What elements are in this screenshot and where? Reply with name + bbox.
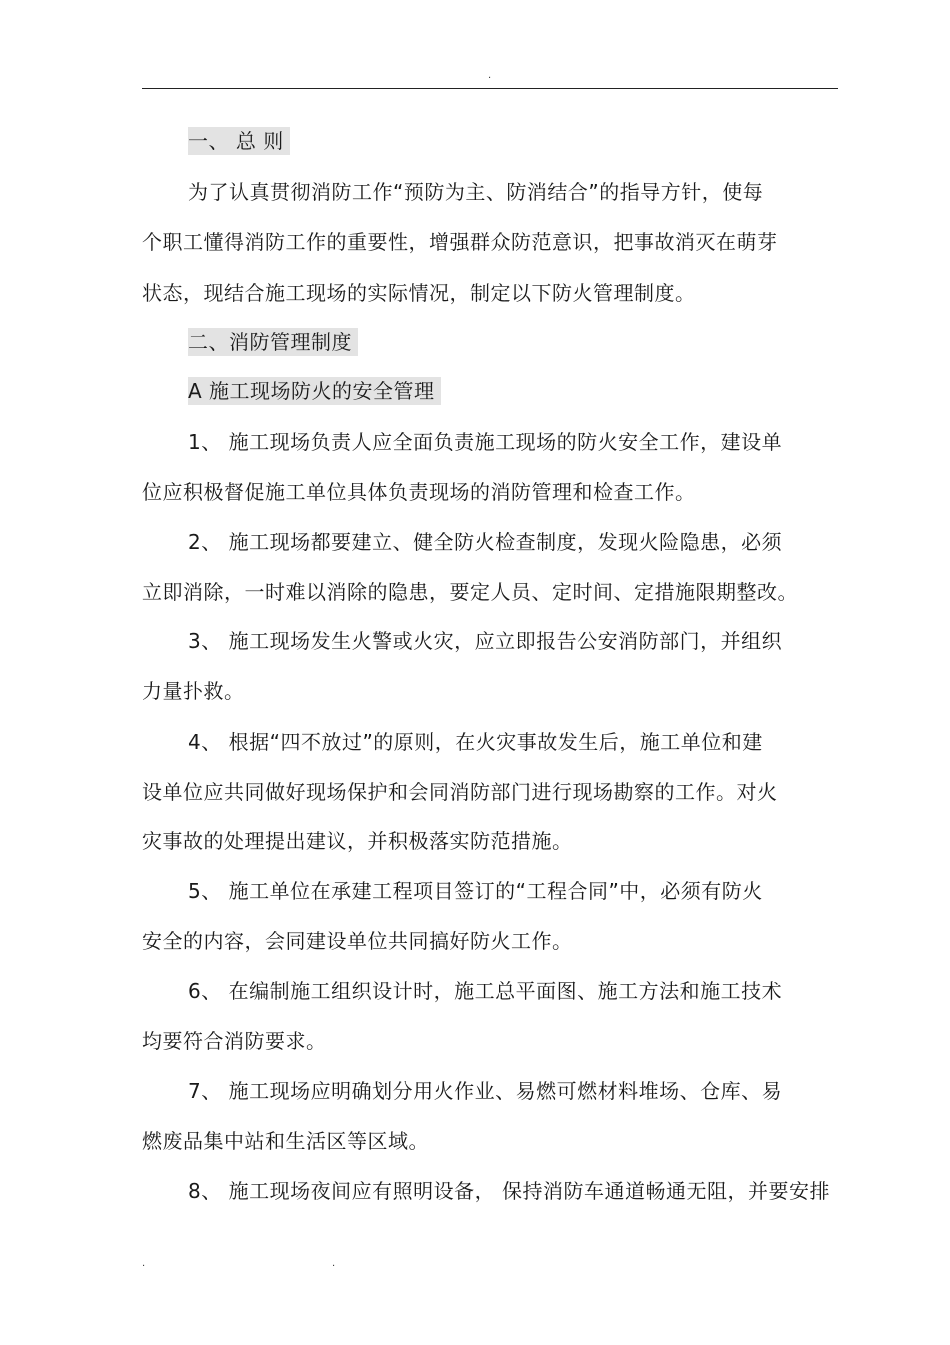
header-mark: . xyxy=(488,70,492,81)
paragraph-general-line2: 个职工懂得消防工作的重要性，增强群众防范意识，把事故消灭在萌芽 xyxy=(142,230,778,254)
item-4-line1: 4、 根据“四不放过”的原则，在火灾事故发生后，施工单位和建 xyxy=(188,730,763,754)
item-8-line1: 8、 施工现场夜间应有照明设备， 保持消防车通道畅通无阻，并要安排 xyxy=(188,1179,830,1203)
item-5-line1: 5、 施工单位在承建工程项目签订的“工程合同”中，必须有防火 xyxy=(188,879,763,903)
item-2-line2: 立即消除，一时难以消除的隐患，要定人员、定时间、定措施限期整改。 xyxy=(142,580,798,604)
item-2-line1: 2、 施工现场都要建立、健全防火检查制度，发现火险隐患，必须 xyxy=(188,530,783,554)
item-3-line2: 力量扑救。 xyxy=(142,679,245,703)
item-4-line2: 设单位应共同做好现场保护和会同消防部门进行现场勘察的工作。对火 xyxy=(142,780,778,804)
item-6-line2: 均要符合消防要求。 xyxy=(142,1029,327,1053)
item-4-line3: 灾事故的处理提出建议，并积极落实防范措施。 xyxy=(142,829,573,853)
item-3-line1: 3、 施工现场发生火警或火灾，应立即报告公安消防部门，并组织 xyxy=(188,629,783,653)
item-7-line2: 燃废品集中站和生活区等区域。 xyxy=(142,1129,429,1153)
paragraph-general-line3: 状态，现结合施工现场的实际情况，制定以下防火管理制度。 xyxy=(142,281,696,305)
subsection-title-a: A 施工现场防火的安全管理 xyxy=(188,377,441,405)
item-1-line1: 1、 施工现场负责人应全面负责施工现场的防火安全工作，建设单 xyxy=(188,430,783,454)
footer-mark-left: . xyxy=(142,1258,146,1269)
paragraph-general-line1: 为了认真贯彻消防工作“预防为主、防消结合”的指导方针，使每 xyxy=(188,180,764,204)
footer-mark-right: . xyxy=(332,1258,336,1269)
header-rule xyxy=(142,88,838,89)
item-1-line2: 位应积极督促施工单位具体负责现场的消防管理和检查工作。 xyxy=(142,480,696,504)
item-6-line1: 6、 在编制施工组织设计时，施工总平面图、施工方法和施工技术 xyxy=(188,979,783,1003)
item-5-line2: 安全的内容，会同建设单位共同搞好防火工作。 xyxy=(142,929,573,953)
section-title-general: 一、 总 则 xyxy=(188,127,290,155)
item-7-line1: 7、 施工现场应明确划分用火作业、易燃可燃材料堆场、仓库、易 xyxy=(188,1079,783,1103)
section-title-system: 二、消防管理制度 xyxy=(188,328,358,356)
